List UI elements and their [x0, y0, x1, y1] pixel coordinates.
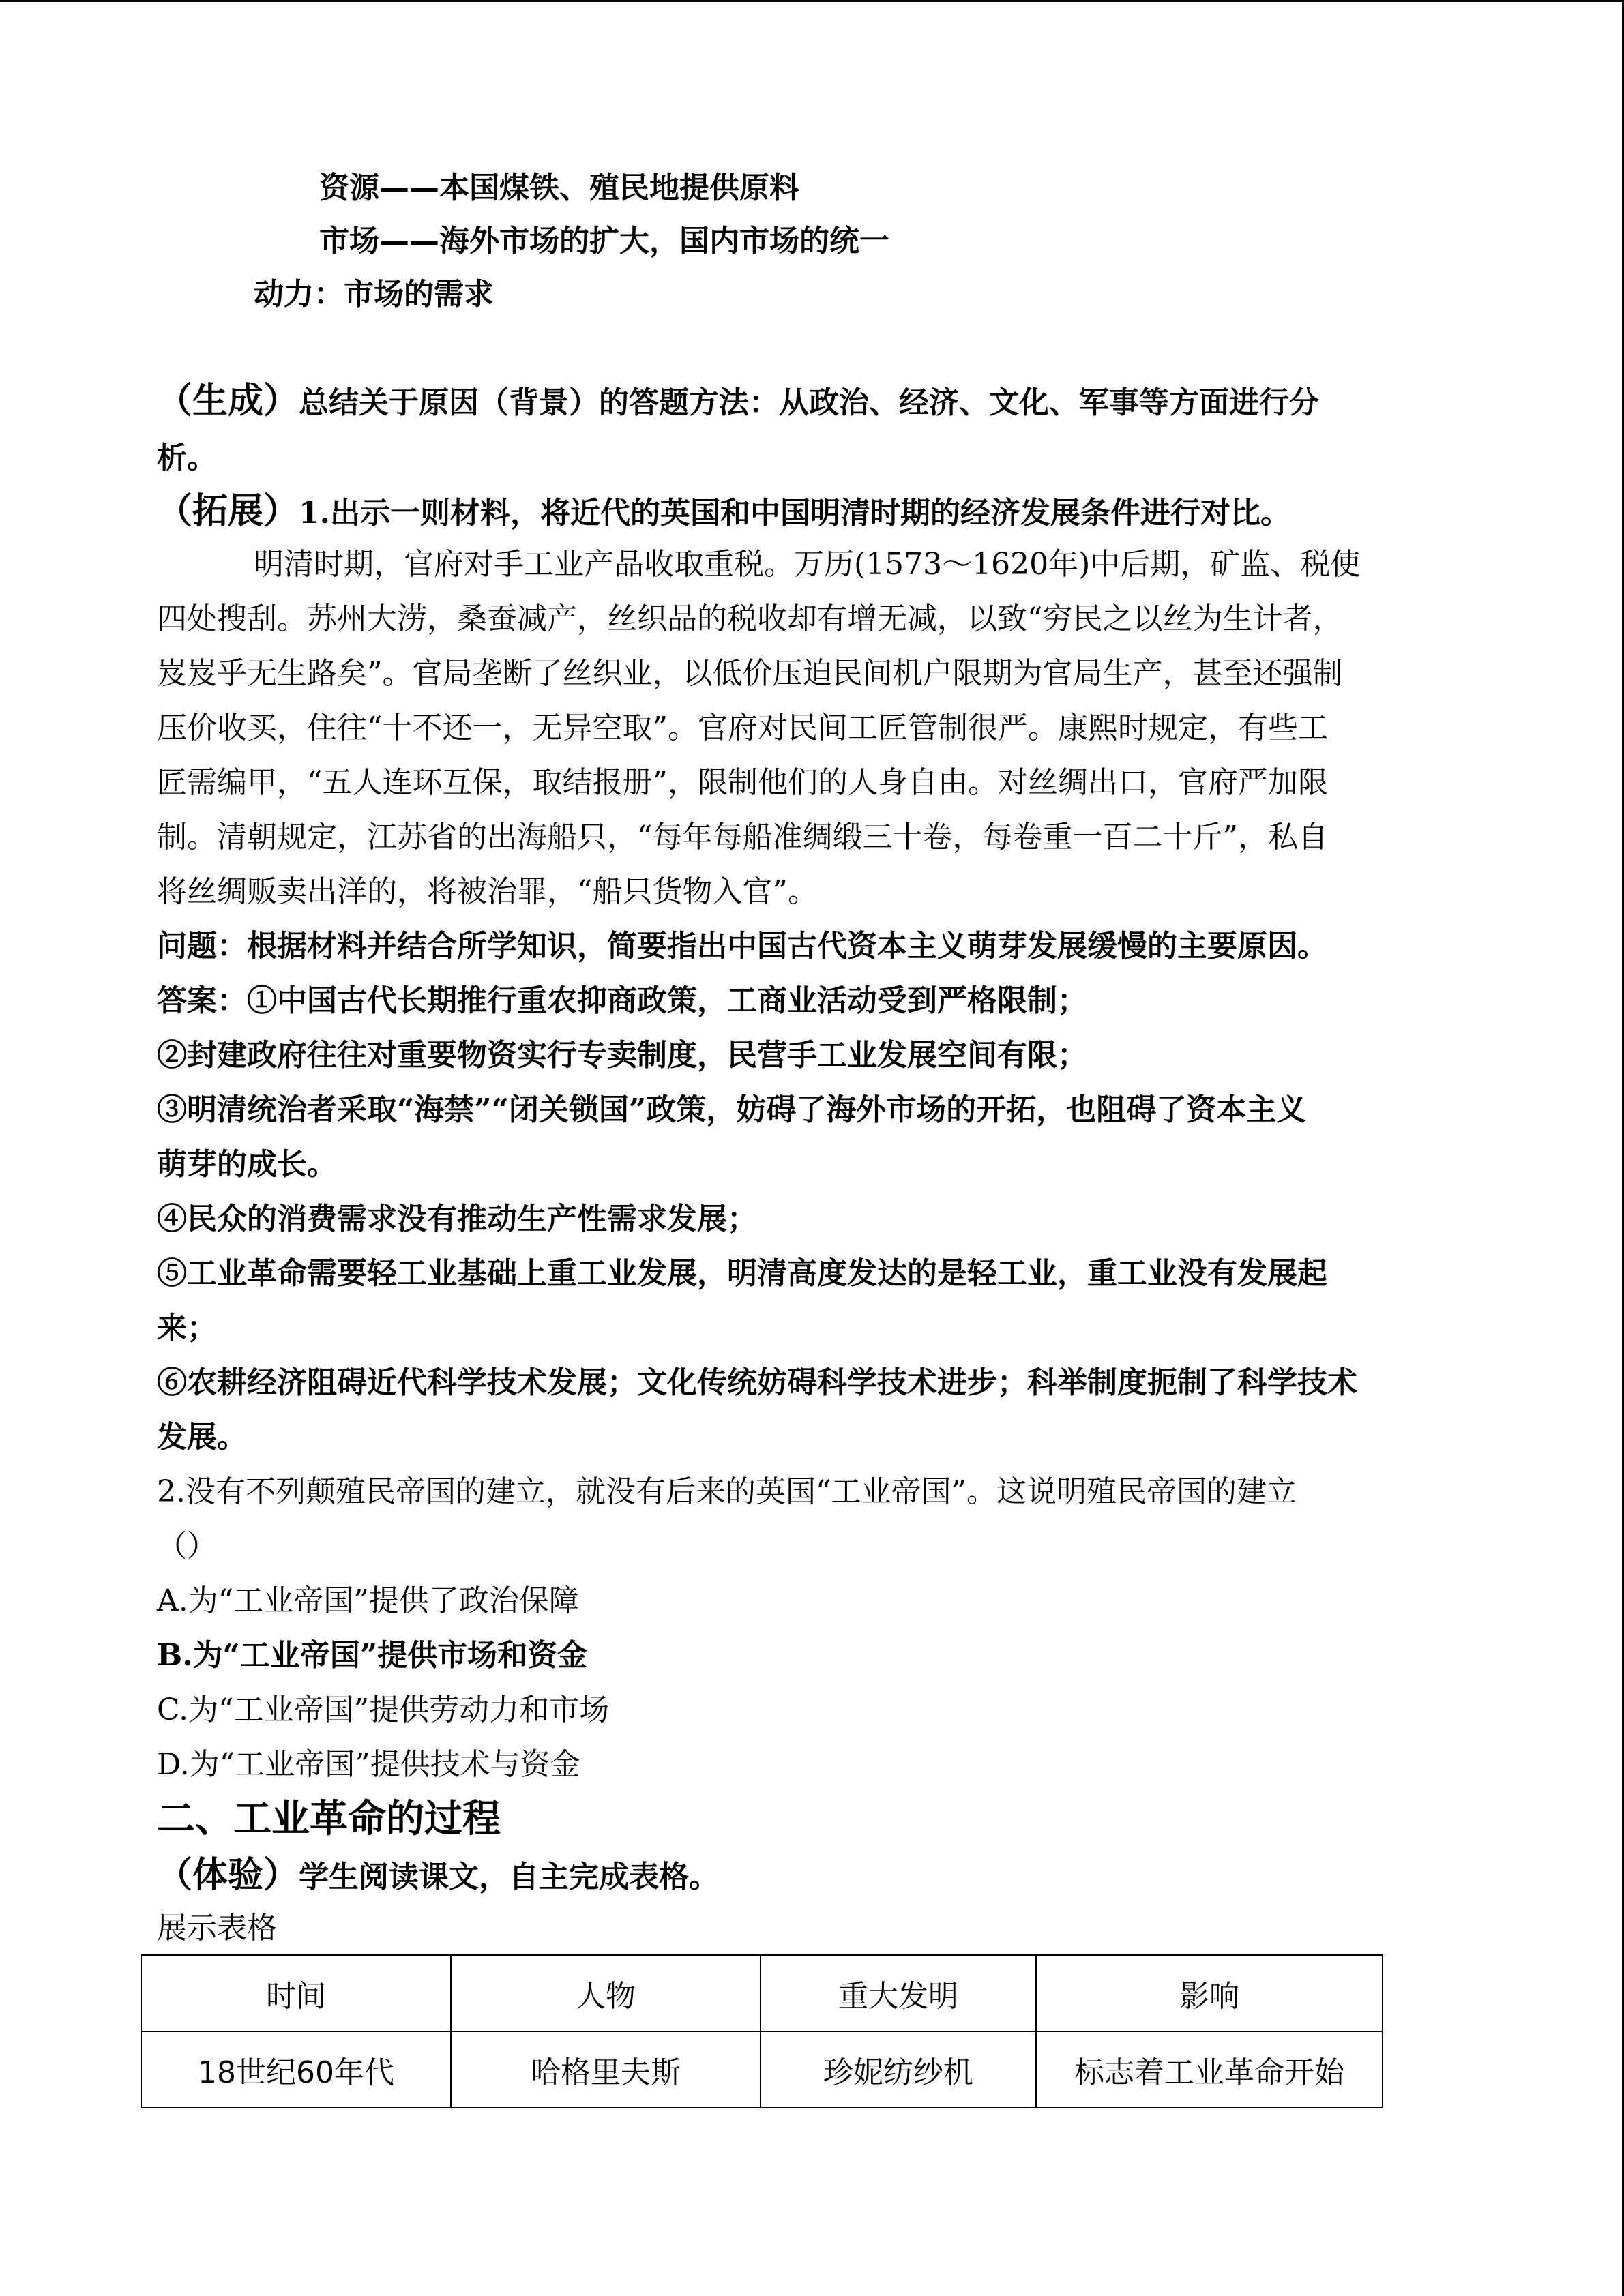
material-line-6: 制。清朝规定，江苏省的出海船只，“每年每船准绸缎三十卷，每卷重一百二十斤”，私自	[157, 820, 1328, 854]
summary-paragraph-line2: 析。	[157, 441, 217, 475]
header-invention: 重大发明	[761, 1955, 1036, 2031]
expand-paragraph-line1	[157, 492, 1290, 533]
answer-2: ②封建政府往往对重要物资实行专卖制度，民营手工业发展空间有限；	[157, 1038, 1087, 1073]
material-line-3: 岌岌乎无生路矣”。官局垄断了丝织业，以低价压迫民间机户限期为官局生产，甚至还强制	[157, 656, 1343, 691]
answer-5-line1: ⑤工业革命需要轻工业基础上重工业发展，明清高度发达的是轻工业，重工业没有发展起	[157, 1256, 1327, 1291]
answer-6-line1: ⑥农耕经济阻碍近代科学技术发展；文化传统妨碍科学技术进步；科举制度扼制了科学技术	[157, 1365, 1357, 1400]
answer-1: 答案：①中国古代长期推行重农抑商政策，工商业活动受到严格限制；	[157, 983, 1087, 1018]
experience-line	[157, 1856, 719, 1896]
summary-tag: （生成）	[157, 380, 299, 421]
summary-text: 总结关于原因（背景）的答题方法：从政治、经济、文化、军事等方面进行分	[299, 385, 1320, 420]
question-2-line1: 2.没有不列颠殖民帝国的建立，就没有后来的英国“工业帝国”。这说明殖民帝国的建立	[157, 1474, 1297, 1509]
table-row	[141, 2031, 1383, 2108]
header-impact: 影响	[1036, 1955, 1383, 2031]
question-1: 问题：根据材料并结合所学知识，简要指出中国古代资本主义萌芽发展缓慢的主要原因。	[157, 929, 1327, 964]
expand-tag: （拓展）	[157, 490, 299, 532]
invention-table	[141, 1954, 1383, 2108]
question-2-line2: （）	[157, 1529, 217, 1564]
cell-impact: 标志着工业革命开始	[1036, 2031, 1383, 2108]
page-border-top	[0, 0, 1624, 2]
material-line-7: 将丝绸贩卖出洋的，将被治罪，“船只货物入官”。	[157, 874, 818, 909]
cell-invention: 珍妮纺纱机	[761, 2031, 1036, 2108]
header-time: 时间	[141, 1955, 451, 2031]
option-c: C.为“工业帝国”提供劳动力和市场	[157, 1693, 610, 1727]
answer-3-line1: ③明清统治者采取“海禁”“闭关锁国”政策，妨碍了海外市场的开拓，也阻碍了资本主义	[157, 1092, 1307, 1127]
material-line-5: 匠需编甲，“五人连环互保，取结报册”，限制他们的人身自由。对丝绸出口，官府严加限	[157, 765, 1328, 800]
experience-tag: （体验）	[157, 1854, 299, 1896]
cell-person: 哈格里夫斯	[451, 2031, 761, 2108]
material-line-1: 明清时期，官府对手工业产品收取重税。万历(1573～1620年)中后期，矿监、税使	[254, 547, 1361, 582]
section-heading-2: 二、工业革命的过程	[157, 1797, 501, 1841]
answer-3-line2: 萌芽的成长。	[157, 1147, 337, 1182]
option-a: A.为“工业帝国”提供了政治保障	[157, 1583, 579, 1618]
experience-text: 学生阅读课文，自主完成表格。	[299, 1860, 720, 1894]
answer-4: ④民众的消费需求没有推动生产性需求发展；	[157, 1202, 757, 1236]
table-caption: 展示表格	[157, 1911, 277, 1945]
material-line-2: 四处搜刮。苏州大涝，桑蚕减产，丝织品的税收却有增无减，以致“穷民之以丝为生计者，	[157, 601, 1343, 636]
expand-text: 1.出示一则材料，将近代的英国和中国明清时期的经济发展条件进行对比。	[299, 496, 1290, 531]
material-line-4: 压价收买，住往“十不还一，无异空取”。官府对民间工匠管制很严。康熙时规定，有些工	[157, 711, 1328, 745]
resources-line: 资源——本国煤铁、殖民地提供原料	[319, 170, 799, 205]
answer-6-line2: 发展。	[157, 1420, 247, 1455]
cell-time: 18世纪60年代	[141, 2031, 451, 2108]
market-line: 市场——海外市场的扩大，国内市场的统一	[319, 224, 889, 258]
answer-5-line2: 来；	[157, 1311, 217, 1345]
option-d: D.为“工业帝国”提供技术与资金	[157, 1747, 580, 1782]
table-header-row	[141, 1955, 1383, 2031]
motive-line: 动力：市场的需求	[254, 277, 494, 312]
summary-paragraph-line1	[157, 382, 1319, 422]
header-person: 人物	[451, 1955, 761, 2031]
option-b: B.为“工业帝国”提供市场和资金	[157, 1638, 588, 1673]
